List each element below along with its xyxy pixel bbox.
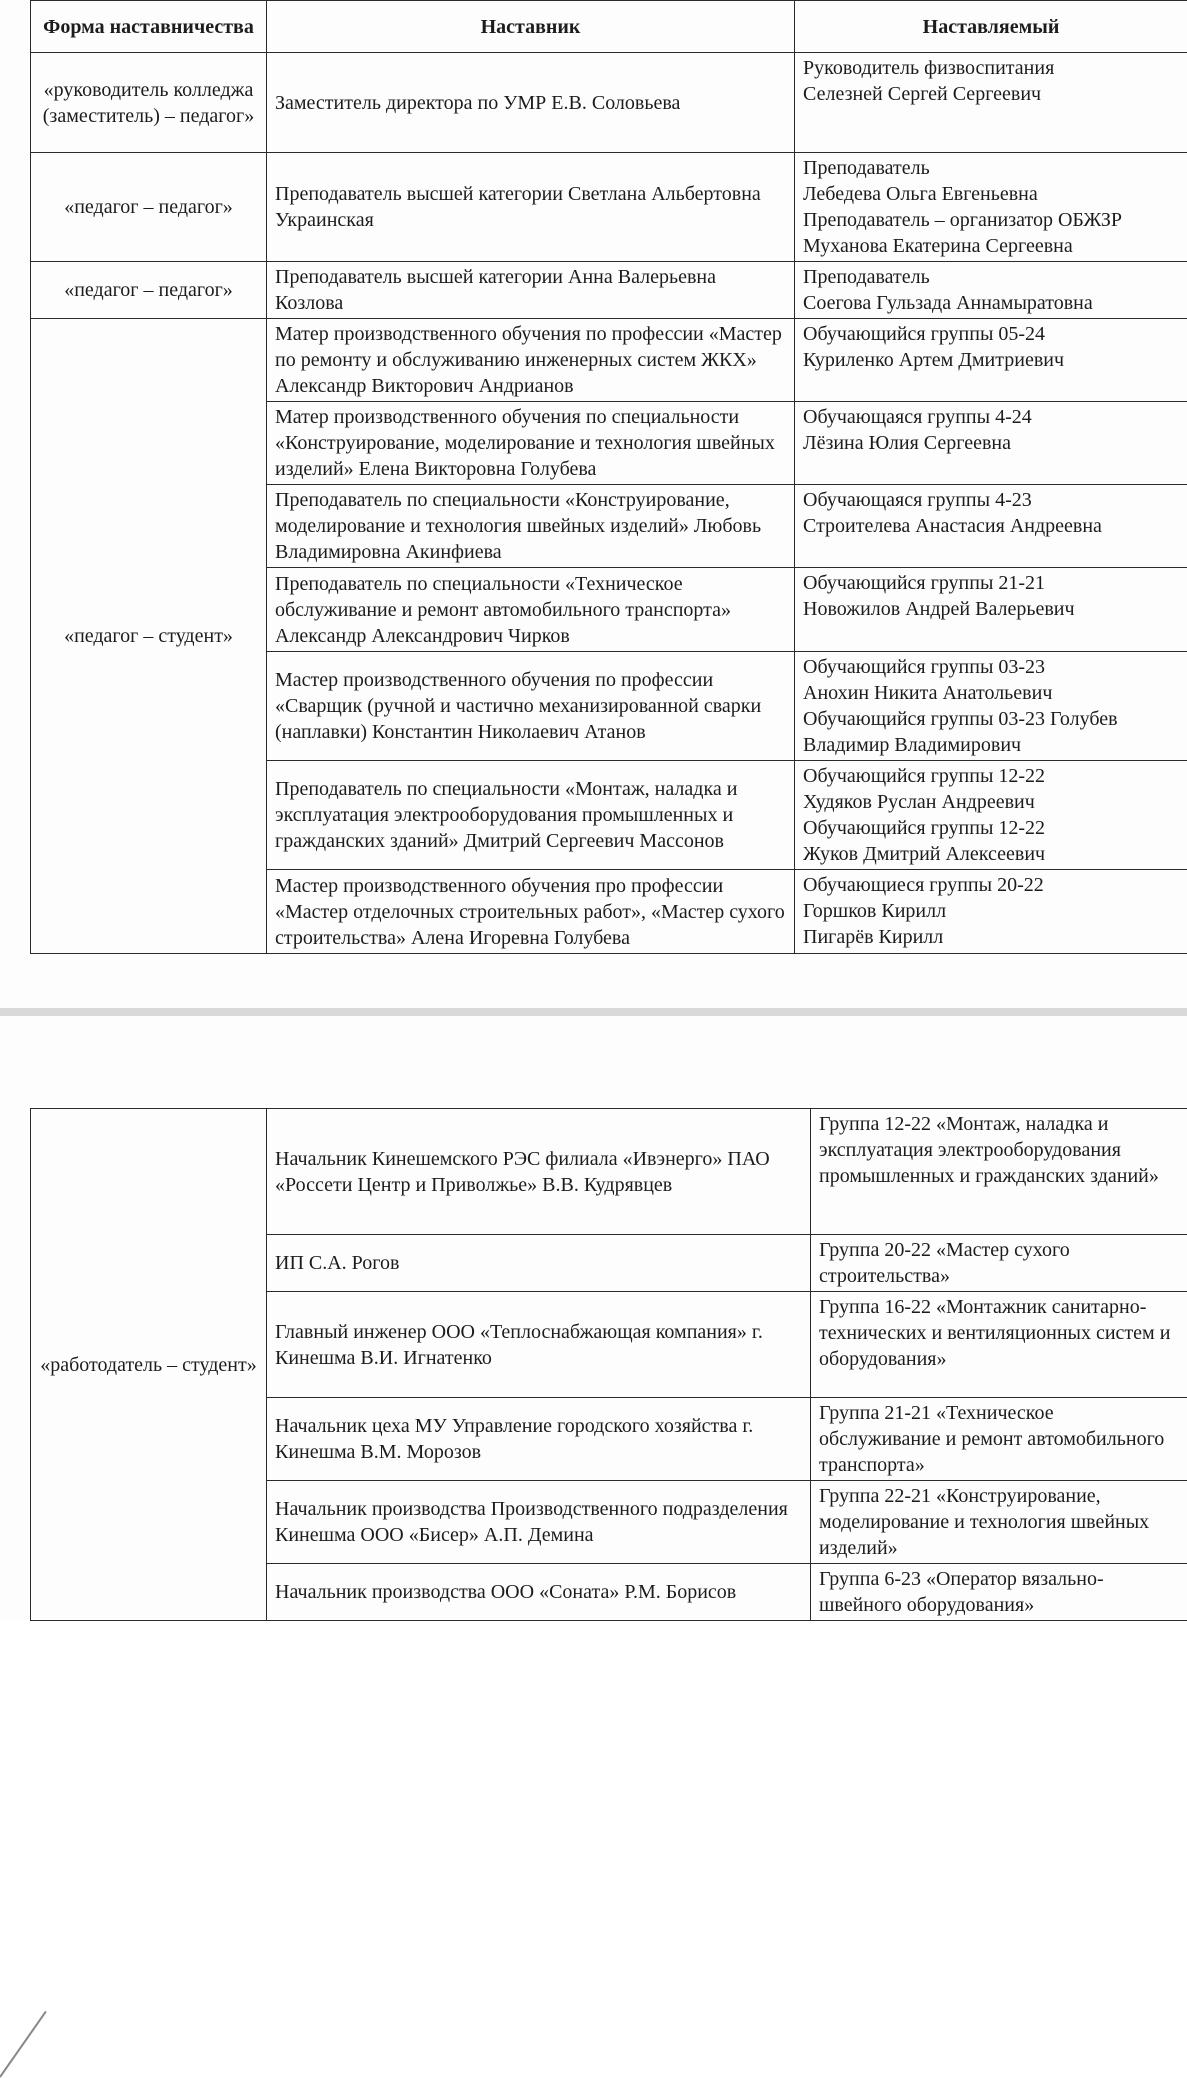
mentor-cell: Преподаватель высшей категории Анна Валерьевна Козлова: [267, 262, 795, 319]
mentor-cell: Преподаватель по специальности «Монтаж, наладка и эксплуатация электрооборудования промышленных и гражданских зданий» Дмитрий Сергеевич Массонов: [267, 761, 795, 870]
mentee-line: Пигарёв Кирилл: [803, 924, 1179, 950]
mentee-line: Преподаватель: [803, 155, 1179, 181]
mentee-cell: [795, 870, 1187, 954]
form-cell: «руководитель колледжа (заместитель) – педагог»: [31, 53, 267, 153]
mentee-cell: [795, 485, 1187, 568]
mentor-cell: Преподаватель по специальности «Техническое обслуживание и ремонт автомобильного транспорта» Александр Александрович Чирков: [267, 568, 795, 652]
form-cell: «работодатель – студент»: [31, 1109, 267, 1621]
mentee-line: Преподаватель – организатор ОБЖЗР: [803, 207, 1179, 233]
form-cell: «педагог – педагог»: [31, 262, 267, 319]
document-page-2: [0, 1016, 1187, 1619]
mentee-line: Худяков Руслан Андреевич: [803, 789, 1179, 815]
mentee-line: Анохин Никита Анатольевич: [803, 680, 1179, 706]
mentee-line: Обучающийся группы 21-21: [803, 570, 1179, 596]
mentee-cell: [795, 262, 1187, 319]
mentee-cell: [795, 319, 1187, 402]
form-cell: «педагог – педагог»: [31, 153, 267, 262]
header-form: Форма наставничества: [31, 1, 267, 53]
mentor-cell: Матер производственного обучения по специальности «Конструирование, моделирование и технология швейных изделий» Елена Викторовна Голубева: [267, 402, 795, 485]
table-row: [31, 1109, 1187, 1235]
mentor-cell: Начальник Кинешемского РЭС филиала «Ивэнерго» ПАО «Россети Центр и Приволжье» В.В. Кудрявцев: [267, 1109, 811, 1235]
table-row: [31, 319, 1187, 402]
mentee-cell: [795, 761, 1187, 870]
mentee-cell: Группа 21-21 «Техническое обслуживание и ремонт автомобильного транспорта»: [811, 1398, 1187, 1481]
mentee-line: Обучающийся группы 03-23 Голубев Владимир Владимирович: [803, 706, 1179, 758]
mentee-line: Новожилов Андрей Валерьевич: [803, 596, 1179, 622]
mentee-line: Лёзина Юлия Сергеевна: [803, 430, 1179, 456]
mentee-line: Жуков Дмитрий Алексеевич: [803, 841, 1179, 867]
mentor-cell: Начальник производства ООО «Соната» Р.М. Борисов: [267, 1564, 811, 1621]
mentee-cell: Группа 22-21 «Конструирование, моделирование и технология швейных изделий»: [811, 1481, 1187, 1564]
document-page-1: [0, 0, 1187, 1010]
header-mentor: Наставник: [267, 1, 795, 53]
mentee-line: Обучающийся группы 03-23: [803, 654, 1179, 680]
mentee-cell: [795, 153, 1187, 262]
mentee-line: Соегова Гульзада Аннамыратовна: [803, 290, 1179, 316]
mentee-cell: Группа 12-22 «Монтаж, наладка и эксплуатация электрооборудования промышленных и гражданских зданий»: [811, 1109, 1187, 1235]
mentor-cell: Мастер производственного обучения про профессии «Мастер отделочных строительных работ», «Мастер сухого строительства» Алена Игоревна Голубева: [267, 870, 795, 954]
header-mentee: Наставляемый: [795, 1, 1187, 53]
mentee-line: Обучающиеся группы 20-22: [803, 872, 1179, 898]
mentee-line: Обучающийся группы 05-24: [803, 321, 1179, 347]
mentor-cell: Заместитель директора по УМР Е.В. Соловьева: [267, 53, 795, 153]
mentor-cell: Преподаватель высшей категории Светлана Альбертовна Украинская: [267, 153, 795, 262]
mentee-cell: [795, 568, 1187, 652]
mentee-line: Куриленко Артем Дмитриевич: [803, 347, 1179, 373]
mentee-line: Руководитель физвоспитания: [803, 55, 1179, 81]
mentee-line: Обучающаяся группы 4-23: [803, 487, 1179, 513]
table-header-row: [31, 1, 1187, 53]
mentor-cell: Главный инженер ООО «Теплоснабжающая компания» г. Кинешма В.И. Игнатенко: [267, 1292, 811, 1398]
mentee-line: Строителева Анастасия Андреевна: [803, 513, 1179, 539]
table-row: [31, 53, 1187, 153]
pen-mark: [0, 2011, 47, 2078]
mentee-line: Муханова Екатерина Сергеевна: [803, 233, 1179, 259]
mentor-cell: Матер производственного обучения по профессии «Мастер по ремонту и обслуживанию инженерных систем ЖКХ» Александр Викторович Андрианов: [267, 319, 795, 402]
mentee-line: Преподаватель: [803, 264, 1179, 290]
mentee-line: Обучающаяся группы 4-24: [803, 404, 1179, 430]
mentor-cell: Начальник производства Производственного подразделения Кинешма ООО «Бисер» А.П. Демина: [267, 1481, 811, 1564]
mentorship-table-page-1: [30, 0, 1187, 954]
mentor-cell: ИП С.А. Рогов: [267, 1235, 811, 1292]
form-cell: «педагог – студент»: [31, 319, 267, 954]
mentee-line: Горшков Кирилл: [803, 898, 1179, 924]
mentee-cell: [795, 53, 1187, 153]
mentee-cell: [795, 652, 1187, 761]
mentee-cell: Группа 20-22 «Мастер сухого строительства»: [811, 1235, 1187, 1292]
mentee-line: Селезней Сергей Сергеевич: [803, 81, 1179, 107]
mentee-line: Лебедева Ольга Евгеньевна: [803, 181, 1179, 207]
mentee-line: Обучающийся группы 12-22: [803, 815, 1179, 841]
table-row: [31, 262, 1187, 319]
mentee-cell: Группа 6-23 «Оператор вязально-швейного оборудования»: [811, 1564, 1187, 1621]
mentorship-table-page-2: [30, 1108, 1187, 1621]
mentor-cell: Мастер производственного обучения по профессии «Сварщик (ручной и частично механизированной сварки (наплавки) Константин Николаевич Атанов: [267, 652, 795, 761]
mentee-cell: [795, 402, 1187, 485]
mentor-cell: Преподаватель по специальности «Конструирование, моделирование и технология швейных изделий» Любовь Владимировна Акинфиева: [267, 485, 795, 568]
mentor-cell: Начальник цеха МУ Управление городского хозяйства г. Кинешма В.М. Морозов: [267, 1398, 811, 1481]
mentee-cell: Группа 16-22 «Монтажник санитарно-технических и вентиляционных систем и оборудования»: [811, 1292, 1187, 1398]
mentee-line: Обучающийся группы 12-22: [803, 763, 1179, 789]
table-row: [31, 153, 1187, 262]
